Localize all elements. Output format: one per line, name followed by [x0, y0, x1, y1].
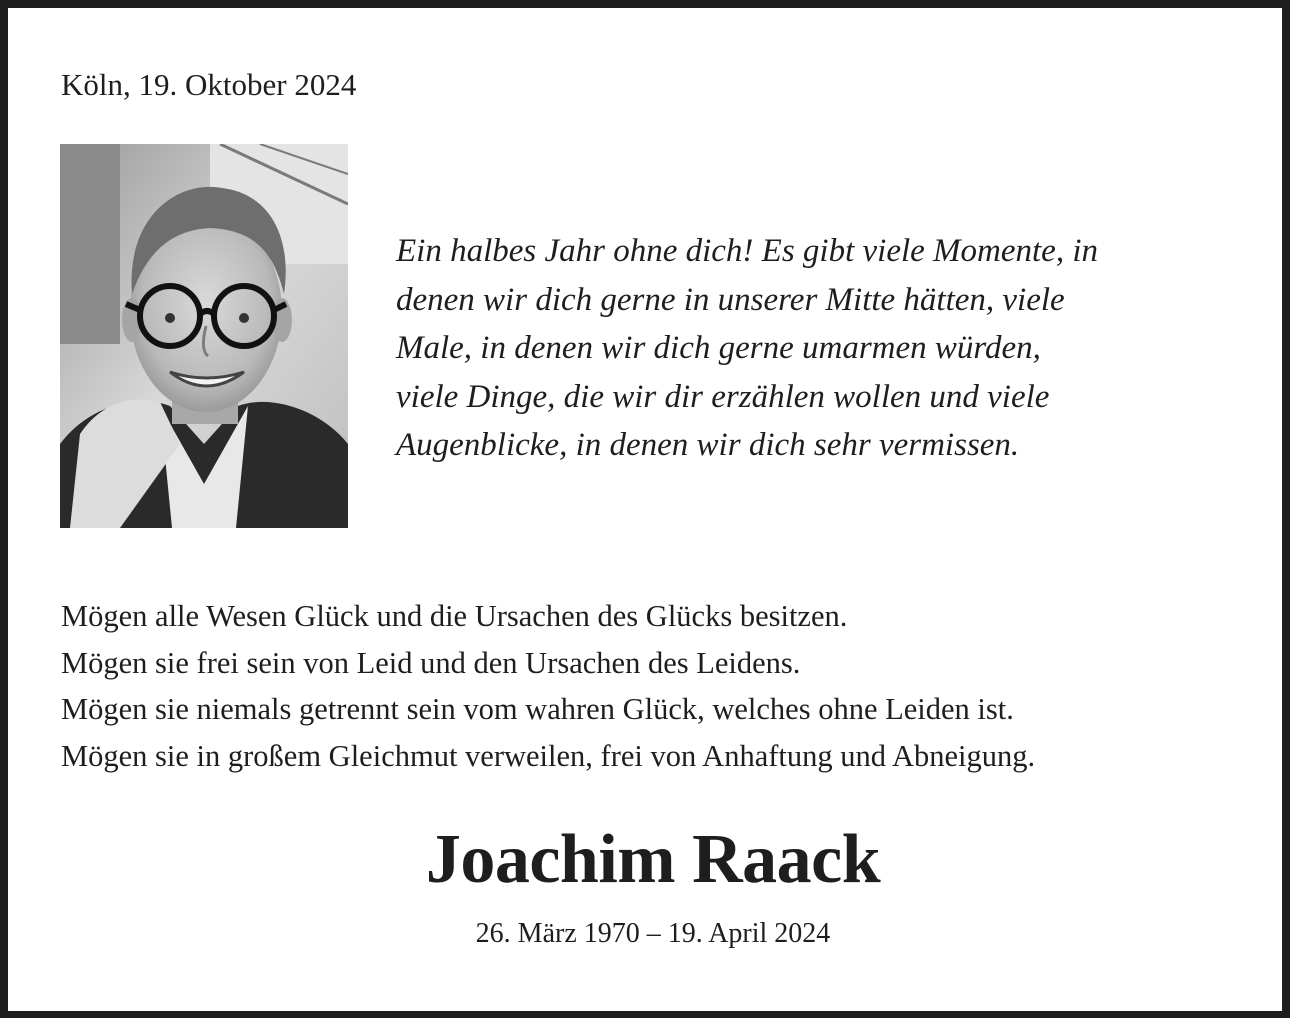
quote-line: Augenblicke, in denen wir dich sehr vermissen.	[396, 427, 1020, 463]
blessing-line: Mögen sie in großem Gleichmut verweilen, frei von Anhaftung und Abneigung.	[61, 738, 1036, 773]
blessing-line: Mögen sie niemals getrennt sein vom wahren Glück, welches ohne Leiden ist.	[61, 692, 1014, 726]
quote-line: Ein halbes Jahr ohne dich! Es gibt viele Momente, in	[396, 233, 1098, 269]
place-date: Köln, 19. Oktober 2024	[61, 67, 357, 102]
blessing-line: Mögen sie frei sein von Leid und den Ursachen des Leidens.	[61, 645, 801, 680]
deceased-name: Joachim Raack	[425, 821, 881, 898]
life-dates: 26. März 1970 – 19. April 2024	[475, 918, 831, 949]
quote-line: denen wir dich gerne in unserer Mitte hätten, viele	[396, 281, 1065, 318]
blessing-line: Mögen alle Wesen Glück und die Ursachen des Glücks besitzen.	[61, 599, 848, 633]
quote-line: viele Dinge, die wir dir erzählen wollen und viele	[396, 378, 1050, 415]
portrait-photo	[60, 144, 348, 528]
blessing-text	[61, 593, 1261, 779]
memorial-quote	[396, 227, 1256, 470]
quote-line: Male, in denen wir dich gerne umarmen würden,	[396, 330, 1041, 366]
